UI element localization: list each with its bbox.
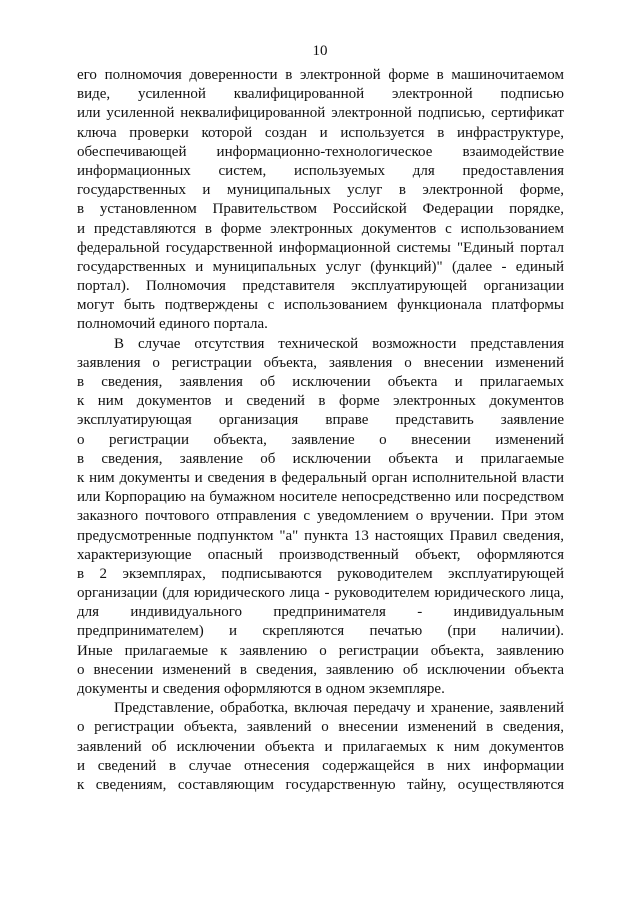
text-line: Представление, обработка, включая передачу и хранение, заявлений <box>114 700 564 717</box>
text-line: Иные прилагаемые к заявлению о регистрации объекта, заявлению <box>77 642 564 659</box>
text-line: о регистрации объекта, заявление о внесении изменений <box>77 431 564 448</box>
text-line: заявления о регистрации объекта, заявления о внесении изменений <box>77 354 564 371</box>
text-line: виде, усиленной квалифицированной электронной подписью <box>77 86 564 103</box>
text-line: в сведения, заявление об исключении объекта и прилагаемые <box>77 450 564 467</box>
text-line: полномочий единого портала. <box>77 316 268 333</box>
text-line: и сведений в случае отнесения содержащейся в них информации <box>77 757 564 774</box>
text-line: его полномочия доверенности в электронной форме в машиночитаемом <box>77 67 564 83</box>
text-line: обеспечивающей информационно-технологическое взаимодействие <box>77 143 564 160</box>
document-body <box>77 66 564 795</box>
text-line: федеральной государственной информационной системы "Единый портал <box>77 239 564 256</box>
text-line: организации (для юридического лица - руководителем юридического лица, <box>77 585 564 602</box>
text-line: эксплуатирующая организация вправе представить заявление <box>77 412 564 429</box>
text-line: для индивидуального предпринимателя - индивидуальным <box>77 604 564 621</box>
text-line: государственных и муниципальных услуг в электронной форме, <box>77 182 564 199</box>
text-line: или усиленной неквалифицированной электронной подписью, сертификат <box>77 105 564 122</box>
paragraph <box>77 699 564 795</box>
text-line: В случае отсутствия технической возможности представления <box>114 335 564 352</box>
paragraph <box>77 335 564 700</box>
paragraph <box>77 66 564 335</box>
text-line: или Корпорацию на бумажном носителе непосредственно или посредством <box>77 489 564 506</box>
text-line: характеризующие опасный производственный объект, оформляются <box>77 546 564 563</box>
text-line: предусмотренные подпунктом "а" пункта 13 настоящих Правил сведения, <box>77 527 564 544</box>
text-line: к сведениям, составляющим государственную тайну, осуществляются <box>77 776 564 793</box>
text-line: ключа проверки которой создан и используется в инфраструктуре, <box>77 124 564 141</box>
text-line: и представляются в форме электронных документов с использованием <box>77 220 564 237</box>
text-line: информационных систем, используемых для предоставления <box>77 162 564 179</box>
text-line: могут быть подтверждены с использованием функционала платформы <box>77 297 564 314</box>
text-line: к ним документы и сведения в федеральный орган исполнительной власти <box>77 469 564 486</box>
text-line: в сведения, заявления об исключении объекта и прилагаемых <box>77 374 564 390</box>
text-line: государственных и муниципальных услуг (функций)" (далее - единый <box>77 258 564 275</box>
text-line: о регистрации объекта, заявлений о внесении изменений в сведения, <box>77 719 564 736</box>
text-line: предпринимателем) и скрепляются печатью (при наличии). <box>77 623 564 640</box>
text-line: заказного почтового отправления с уведомлением о вручении. При этом <box>77 508 564 525</box>
page-number: 10 <box>312 43 328 59</box>
text-line: портал). Полномочия представителя эксплуатирующей организации <box>77 278 564 295</box>
text-line: к ним документов и сведений в форме электронных документов <box>77 393 564 410</box>
text-line: в установленном Правительством Российской Федерации порядке, <box>77 201 564 218</box>
text-line: в 2 экземплярах, подписываются руководителем эксплуатирующей <box>77 565 564 582</box>
text-line: о внесении изменений в сведения, заявлению об исключении объекта <box>77 661 564 678</box>
text-line: документы и сведения оформляются в одном экземпляре. <box>77 681 445 697</box>
text-line: заявлений об исключении объекта и прилагаемых к ним документов <box>77 738 564 755</box>
